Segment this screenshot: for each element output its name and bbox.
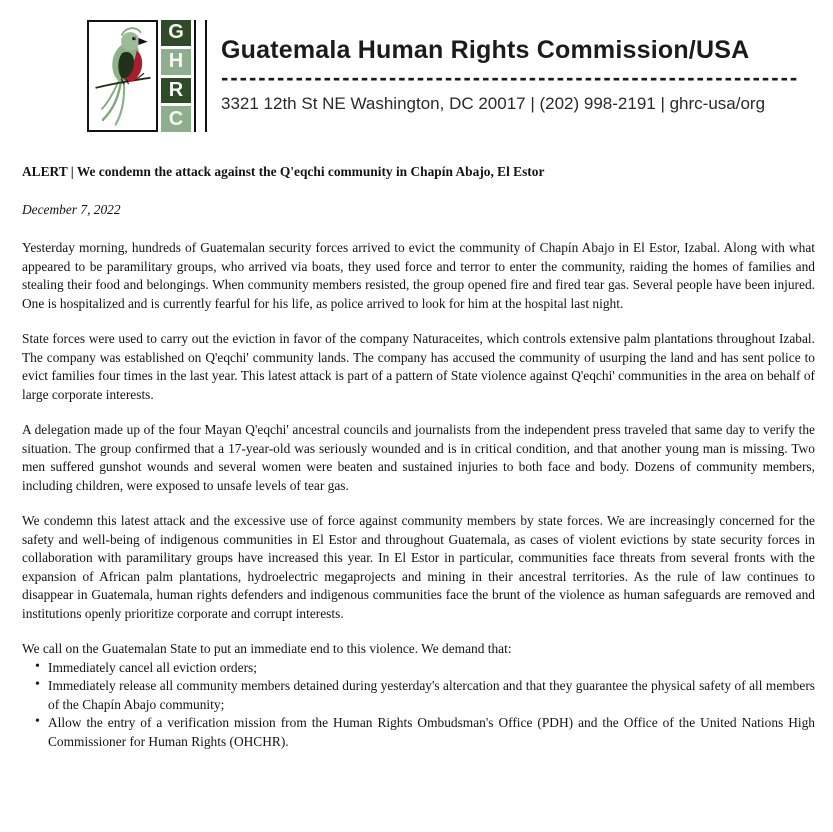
dashed-divider: --------------------------------------------------------------: [221, 65, 800, 90]
logo-letter-c: C: [161, 106, 191, 132]
contact-line: 3321 12th St NE Washington, DC 20017 | (202) 998-2191 | ghrc-usa/org: [221, 94, 766, 113]
org-name: Guatemala Human Rights Commission/USA: [221, 36, 750, 64]
paragraph-2: State forces were used to carry out the eviction in favor of the company Naturaceites, which controls extensive palm plantations throughout Izabal. The company was established on Q'eqchi' community lands. The company has accused the community of usurping the land and has sent police to evict families four times in the last year. This latest attack is part of a pattern of State violence against Q'eqchi' communities in the area on behalf of large corporate interests.: [22, 331, 815, 402]
demands-intro: We call on the Guatemalan State to put an immediate end to this violence. We demand that:: [22, 641, 512, 656]
logo-letter-g: G: [161, 20, 191, 46]
demand-item-3: • Allow the entry of a verification mission from the Human Rights Ombudsman's Office (PDH) and the Office of the United Nations High Commissioner for Human Rights (OHCHR).: [35, 714, 815, 751]
letterhead-text: [221, 20, 800, 114]
quetzal-bird-logo: [87, 20, 158, 132]
date-line: December 7, 2022: [22, 201, 121, 217]
demand-item-1: • Immediately cancel all eviction orders;: [35, 659, 815, 678]
paragraph-1: Yesterday morning, hundreds of Guatemalan security forces arrived to evict the community of Chapín Abajo in El Estor, Izabal. Along with what appeared to be paramilitary groups, who arrived via boats, they used force and terror to enter the community, raiding the homes of families and stealing their food and belongings. When community members resisted, the group opened fire and fired tear gas. Several people have been injured. One is hospitalized and is currently fearful for his life, as police arrived to look for him at the hospital last night.: [22, 240, 815, 311]
logo-letter-r: R: [161, 78, 191, 104]
ghrc-logo: [87, 20, 207, 132]
ghrc-letters: [161, 20, 191, 132]
letterhead: [0, 0, 833, 132]
demand-item-2: • Immediately release all community members detained during yesterday's altercation and that they guarantee the physical safety of all members of the Chapín Abajo community;: [35, 677, 815, 714]
paragraph-4: We condemn this latest attack and the excessive use of force against community members by state forces. We are increasingly concerned for the safety and well-being of indigenous communities in El Estor and throughout Guatemala, as cases of violent evictions by state security forces in collaboration with paramilitary groups have increased this year. In El Estor in particular, communities face threats from several fronts with the expansion of African palm plantations, hydroelectric megaprojects and mining in their ancestral territories. As the rule of law continues to disappear in Guatemala, human rights defenders and indigenous communities face the brunt of the violence as human safeguards are removed and institutions openly prioritize corporate and corrupt interests.: [22, 513, 815, 621]
logo-vertical-strip: [194, 20, 207, 132]
quetzal-bird-icon: [91, 24, 155, 128]
demands-list: [22, 659, 815, 752]
logo-letter-h: H: [161, 49, 191, 75]
alert-document: [0, 163, 833, 751]
alert-title: ALERT | We condemn the attack against the Q'eqchi community in Chapín Abajo, El Estor: [22, 164, 545, 179]
paragraph-3: A delegation made up of the four Mayan Q'eqchi' ancestral councils and journalists from the independent press traveled that same day to verify the situation. The group confirmed that a 17-year-old was seriously wounded and is in critical condition, and that another young man is missing. Two men suffered gunshot wounds and several women were beaten and sustained injuries to both face and body. Dozens of community members, including children, were exposed to unsafe levels of tear gas.: [22, 422, 815, 493]
